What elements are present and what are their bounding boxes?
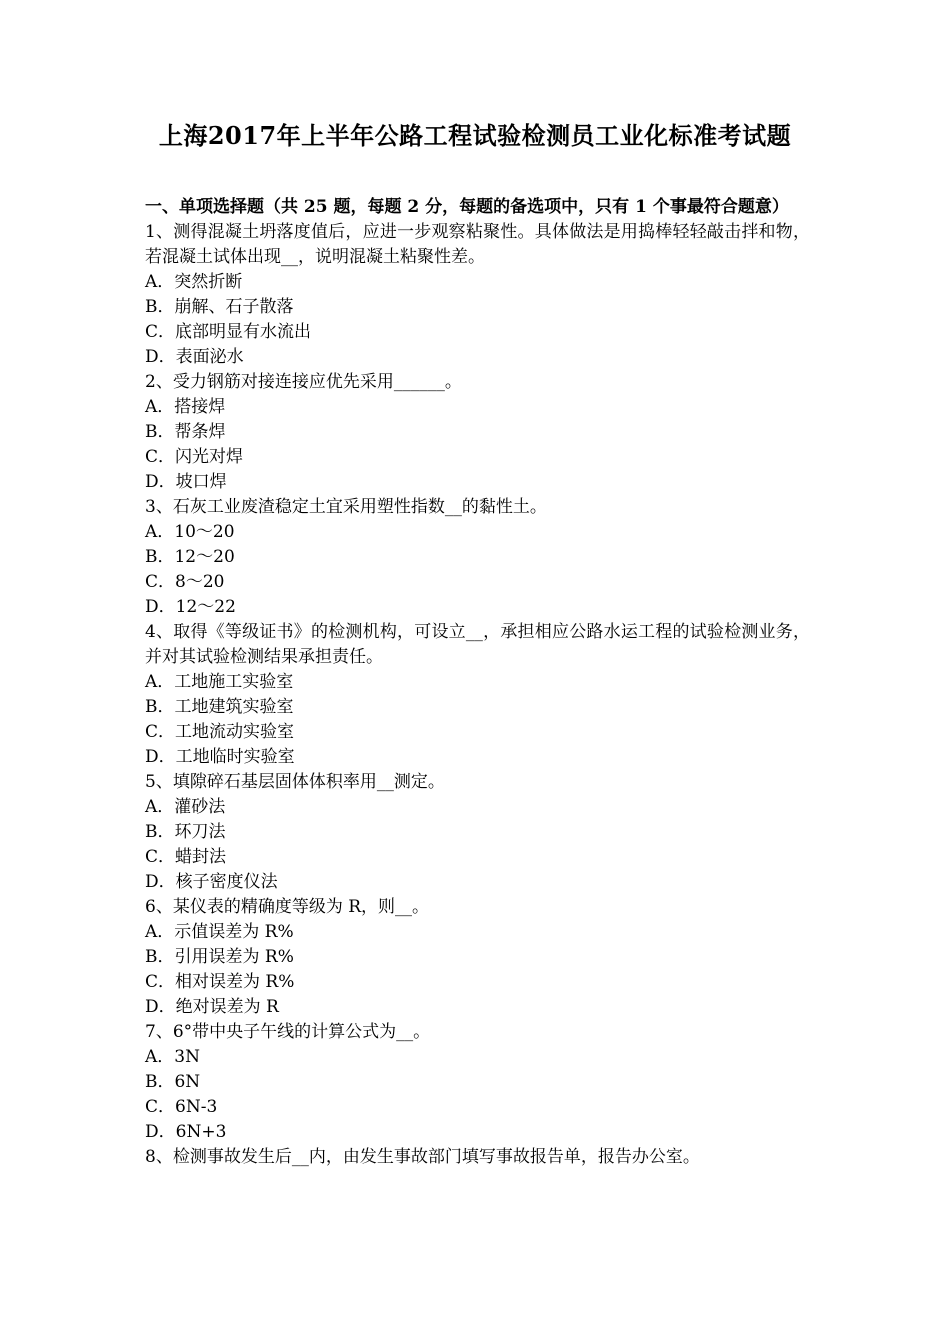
question-1 <box>145 220 810 370</box>
option-c: C．闪光对焊 <box>145 447 244 467</box>
question-5 <box>145 770 810 895</box>
option-a: A．10～20 <box>145 522 235 542</box>
option-d: D．表面泌水 <box>145 347 244 367</box>
option-d: D．工地临时实验室 <box>145 747 295 767</box>
question-7 <box>145 1020 810 1145</box>
document-title: 上海2017年上半年公路工程试验检测员工业化标准考试题 <box>158 121 792 150</box>
option-c: C．8～20 <box>145 572 225 592</box>
option-d: D．6N+3 <box>145 1122 227 1142</box>
question-stem: 8、检测事故发生后__内，由发生事故部门填写事故报告单，报告办公室。 <box>145 1147 700 1167</box>
question-stem: 6、某仪表的精确度等级为 R，则__。 <box>145 897 430 917</box>
option-d: D．绝对误差为 R <box>145 997 279 1017</box>
question-stem: 3、石灰工业废渣稳定土宜采用塑性指数__的黏性土。 <box>145 497 547 517</box>
question-stem: 5、填隙碎石基层固体体积率用__测定。 <box>145 772 445 792</box>
question-6 <box>145 895 810 1020</box>
question-stem: 4、取得《等级证书》的检测机构，可设立__，承担相应公路水运工程的试验检测业务，并对其试验检测结果承担责任。 <box>145 622 810 667</box>
section-heading: 一、单项选择题（共 25 题，每题 2 分，每题的备选项中，只有 1 个事最符合题意） <box>145 197 789 217</box>
question-8 <box>145 1145 810 1170</box>
question-stem: 1、测得混凝土坍落度值后，应进一步观察粘聚性。具体做法是用捣棒轻轻敲击拌和物，若混凝土试体出现__，说明混凝土粘聚性差。 <box>145 222 810 267</box>
option-c: C．蜡封法 <box>145 847 227 867</box>
option-a: A．灌砂法 <box>145 797 226 817</box>
question-4 <box>145 620 810 770</box>
option-d: D．坡口焊 <box>145 472 227 492</box>
option-b: B．6N <box>145 1072 201 1092</box>
option-a: A．搭接焊 <box>145 397 226 417</box>
option-b: B．帮条焊 <box>145 422 226 442</box>
option-b: B．环刀法 <box>145 822 226 842</box>
option-b: B．工地建筑实验室 <box>145 697 294 717</box>
option-a: A．突然折断 <box>145 272 243 292</box>
option-b: B．崩解、石子散落 <box>145 297 294 317</box>
option-c: C．工地流动实验室 <box>145 722 295 742</box>
option-d: D．12～22 <box>145 597 236 617</box>
option-a: A．工地施工实验室 <box>145 672 294 692</box>
option-b: B．12～20 <box>145 547 235 567</box>
option-c: C．底部明显有水流出 <box>145 322 312 342</box>
question-2 <box>145 370 810 495</box>
option-a: A．示值误差为 R% <box>145 922 294 942</box>
option-d: D．核子密度仪法 <box>145 872 278 892</box>
question-3 <box>145 495 810 620</box>
option-b: B．引用误差为 R% <box>145 947 294 967</box>
question-stem: 2、受力钢筋对接连接应优先采用______。 <box>145 372 462 392</box>
option-a: A．3N <box>145 1047 200 1067</box>
question-stem: 7、6°带中央子午线的计算公式为__。 <box>145 1022 431 1042</box>
option-c: C．6N-3 <box>145 1097 218 1117</box>
document-body <box>145 195 810 1170</box>
option-c: C．相对误差为 R% <box>145 972 295 992</box>
